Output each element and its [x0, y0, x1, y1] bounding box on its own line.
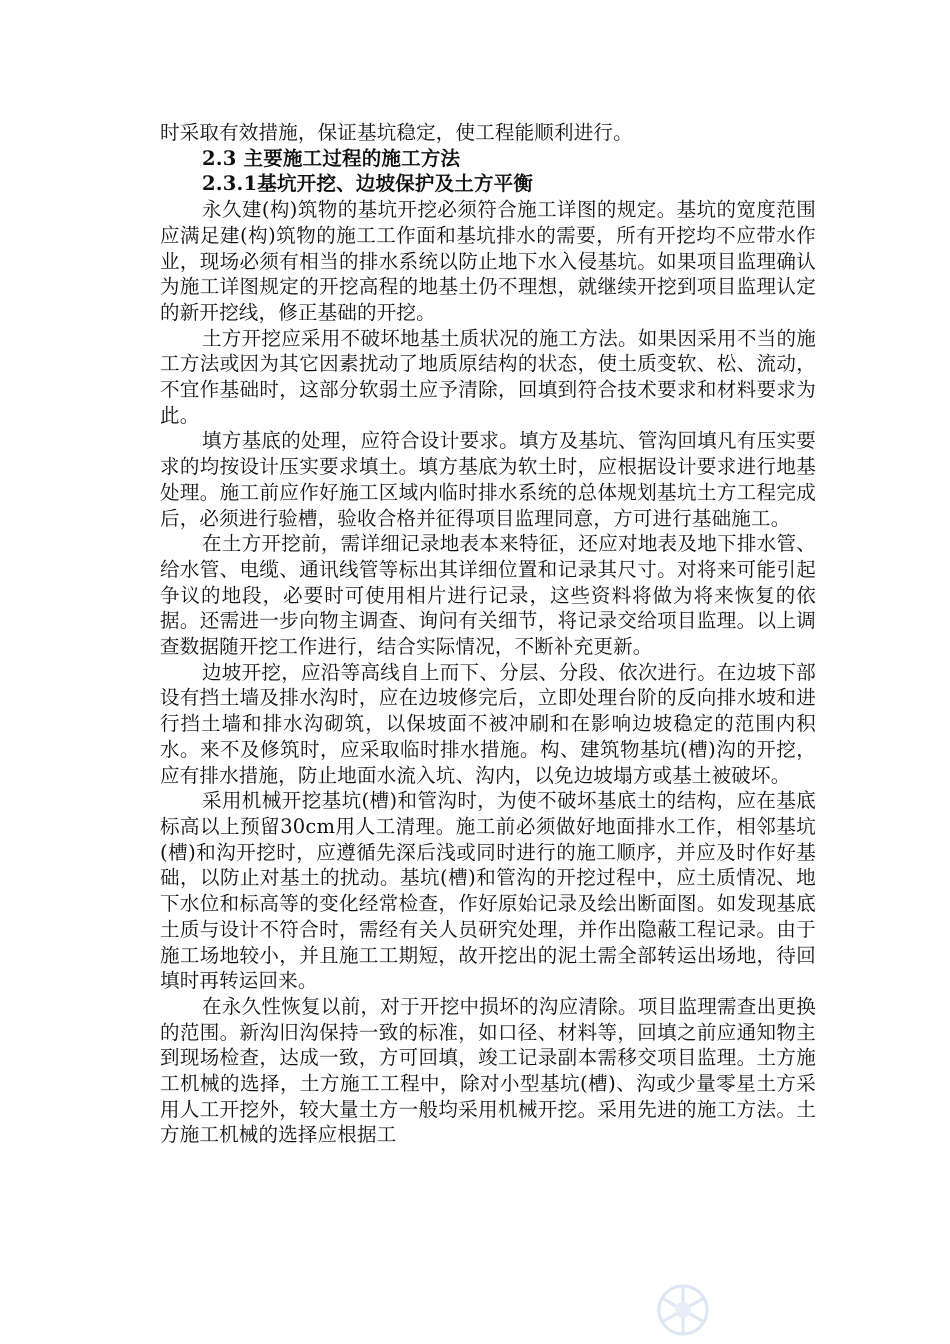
paragraph-1: 永久建(构)筑物的基坑开挖必须符合施工详图的规定。基坑的宽度范围应满足建(构)筑物的施工工作面和基坑排水的需要，所有开挖均不应带水作业，现场必须有相当的排水系统以防止地下水入侵基坑。如果项目监理确认为施工详图规定的开挖高程的地基土仍不理想，就继续开挖到项目监理认定的新开挖线，修正基础的开挖。	[160, 198, 816, 324]
lead-line: 时采取有效措施，保证基坑稳定，使工程能顺利进行。	[160, 121, 633, 144]
paragraph-2: 土方开挖应采用不破坏地基土质状况的施工方法。如果因采用不当的施工方法或因为其它因素扰动了地质原结构的状态，使土质变软、松、流动，不宜作基础时，这部分软弱土应予清除，回填到符合技术要求和材料要求为此。	[160, 326, 816, 427]
paragraph-7: 在永久性恢复以前，对于开挖中损坏的沟应清除。项目监理需查出更换的范围。新沟旧沟保持一致的标准，如口径、材料等，回填之前应通知物主到现场检查，达成一致，方可回填，竣工记录副本需移交项目监理。土方施工机械的选择，土方施工工程中，除对小型基坑(槽)、沟或少量零星土方采用人工开挖外，较大量土方一般均采用机械开挖。采用先进的施工方法。土方施工机械的选择应根据工	[160, 994, 816, 1147]
paragraph-3: 填方基底的处理，应符合设计要求。填方及基坑、管沟回填凡有压实要求的均按设计压实要求填土。填方基底为软土时，应根据设计要求进行地基处理。施工前应作好施工区域内临时排水系统的总体规划基坑土方工程完成后，必须进行验槽，验收合格并征得项目监理同意，方可进行基础施工。	[160, 429, 816, 530]
paragraph-4: 在土方开挖前，需详细记录地表本来特征，还应对地表及地下排水管、给水管、电缆、通讯线管等标出其详细位置和记录其尺寸。对将来可能引起争议的地段，必要时可使用相片进行记录，这些资料将做为将来恢复的依据。还需进一步向物主调查、询问有关细节，将记录交给项目监理。以上调查数据随开挖工作进行，结合实际情况，不断补充更新。	[160, 532, 816, 659]
section-heading-2-3-1: 2.3.1基坑开挖、边坡保护及土方平衡	[202, 172, 534, 196]
snowflake-watermark-icon	[650, 1278, 716, 1338]
paragraph-6: 采用机械开挖基坑(槽)和管沟时，为使不破坏基底土的结构，应在基底标高以上预留30cm用人工清理。施工前必须做好地面排水工作，相邻基坑(槽)和沟开挖时，应遵循先深后浅或同时进行的施工顺序，并应及时作好基础，以防止对基土的扰动。基坑(槽)和管沟的开挖过程中，应土质情况、地下水位和标高等的变化经常检查，作好原始记录及绘出断面图。如发现基底土质与设计不符合时，需经有关人员研究处理，并作出隐蔽工程记录。由于施工场地较小，并且施工工期短，故开挖出的泥土需全部转运出场地，待回填时再转运回来。	[160, 789, 816, 993]
paragraph-5: 边坡开挖，应沿等高线自上而下、分层、分段、依次进行。在边坡下部设有挡土墙及排水沟时，应在边坡修完后，立即处理台阶的反向排水坡和进行挡土墙和排水沟砌筑，以保坡面不被冲刷和在影响边坡稳定的范围内积水。来不及修筑时，应采取临时排水措施。构、建筑物基坑(槽)沟的开挖，应有排水措施，防止地面水流入坑、沟内，以免边坡塌方或基土被破坏。	[160, 660, 816, 787]
section-heading-2-3: 2.3 主要施工过程的施工方法	[202, 146, 461, 170]
document-body	[160, 120, 816, 1148]
